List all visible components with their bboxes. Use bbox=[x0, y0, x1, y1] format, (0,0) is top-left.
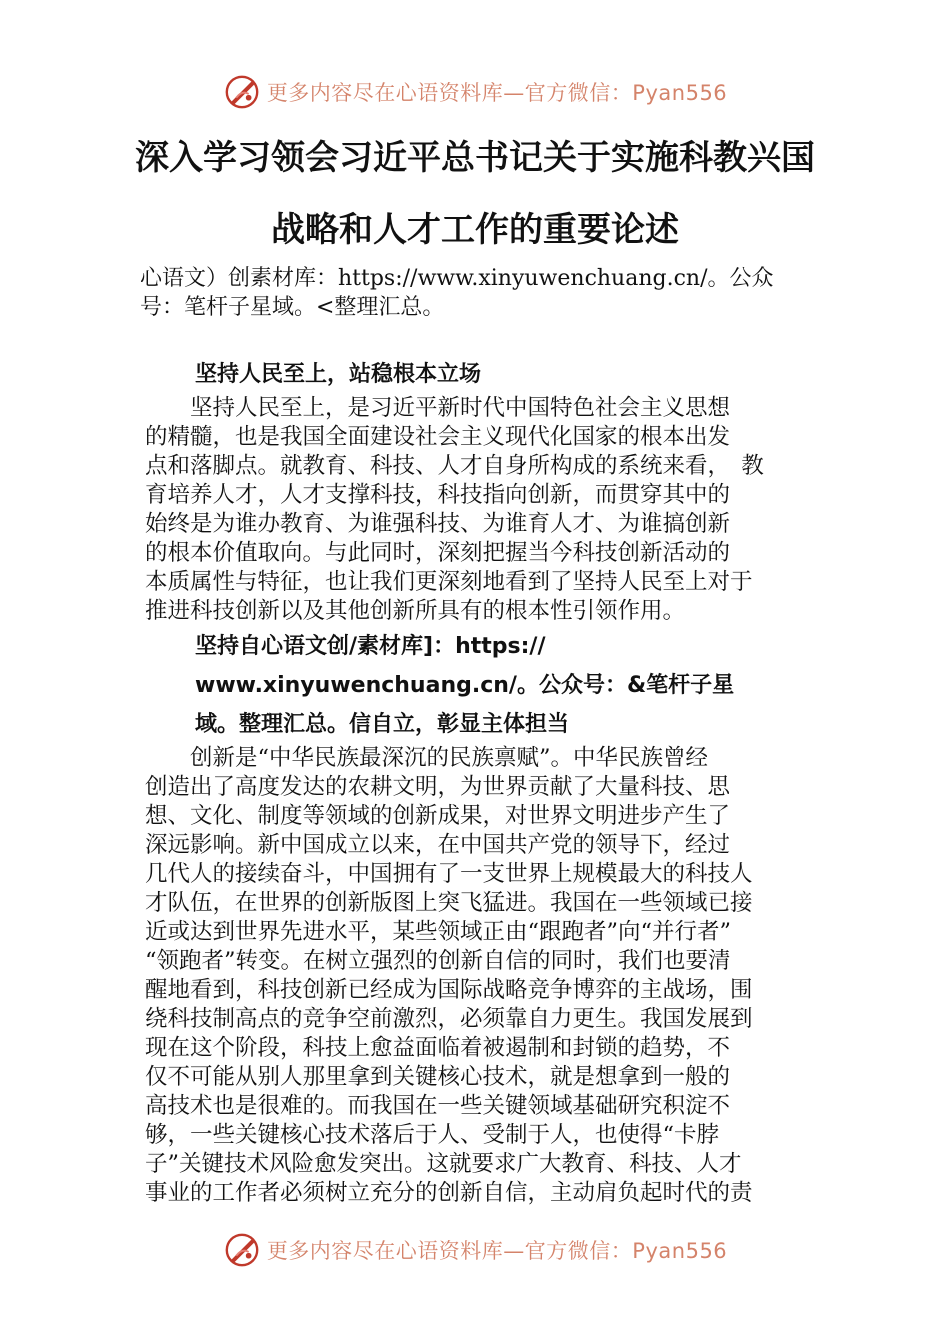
page-title-line-2: 战略和人才工作的重要论述 bbox=[271, 210, 679, 250]
intro-text: 心语文）创素材库：https://www.xinyuwenchuang.cn/。公众 号：笔杆子星域。<整理汇总。 bbox=[140, 266, 774, 320]
section-paragraph: 坚持人民至上，是习近平新时代中国特色社会主义思想 的精髓，也是我国全面建设社会主义现代化国家的根本出发 点和落脚点。就教育、科技、人才自身所构成的系统来看， 教 育培养人才，人才支撑科技，科技指向创新，而贯穿其中的 始终是为谁办教育、为谁强科技、为谁育人才、为谁搞创新 的根本价值取向。与此同时，深刻把握当今科技创新活动的 本质属性与特征，也让我们更深刻地看到了坚持人民至上对于 推进科技创新以及其他创新所具有的根本性引领作用。 bbox=[145, 395, 764, 624]
pen-logo-icon bbox=[223, 73, 261, 111]
section-1 bbox=[145, 355, 835, 626]
section-heading: 坚持自心语文创/素材库]：https:// www.xinyuwenchuang.cn/。公众号：&笔杆子星 域。整理汇总。信自立，彰显主体担当 bbox=[195, 634, 735, 737]
header-banner bbox=[0, 70, 950, 114]
page-title-line-1: 深入学习领会习近平总书记关于实施科教兴国 bbox=[135, 138, 815, 178]
section-paragraph: 创新是“中华民族最深沉的民族禀赋”。中华民族曾经 创造出了高度发达的农耕文明，为世界贡献了大量科技、思 想、文化、制度等领域的创新成果，对世界文明进步产生了 深远影响。新中国成立以来，在中国共产党的领导下，经过 几代人的接续奋斗，中国拥有了一支世界上规模最大的科技人 才队伍，在世界的创新版图上突飞猛进。我国在一些领域已接 近或达到世界先进水平，某些领域正由“跟跑者”向“并行者” “领跑者”转变。在树立强烈的创新自信的同时，我们也要清 醒地看到，科技创新已经成为国际战略竞争博弈的主战场，围 绕科技制高点的竞争空前激烈，必须靠自力更生。我国发展到 现在这个阶段，科技上愈益面临着被遏制和封锁的趋势，不 仅不可能从别人那里拿到关键核心技术，就是想拿到一般的 高技术也是很难的。而我国在一些关键领域基础研究积淀不 够，一些关键核心技术落后于人、受制于人，也使得“卡脖 子”关键技术风险愈发突出。这就要求广大教育、科技、人才 事业的工作者必须树立充分的创新自信，主动肩负起时代的责 bbox=[145, 745, 753, 1206]
section-heading: 坚持人民至上，站稳根本立场 bbox=[195, 362, 482, 387]
section-2 bbox=[145, 627, 835, 1208]
banner-text: 更多内容尽在心语资料库—官方微信：Pyan556 bbox=[266, 81, 728, 105]
banner-text: 更多内容尽在心语资料库—官方微信：Pyan556 bbox=[266, 1239, 728, 1263]
footer-banner bbox=[0, 1228, 950, 1272]
pen-logo-icon bbox=[223, 1231, 261, 1269]
